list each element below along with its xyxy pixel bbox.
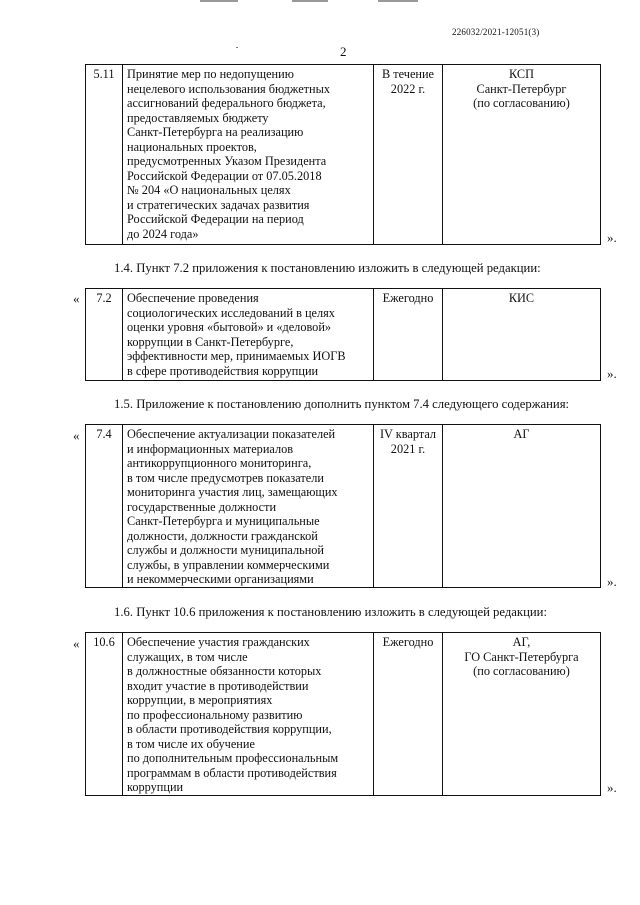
paragraph-1-6: 1.6. Пункт 10.6 приложения к постановлению изложить в следующей редакции: <box>114 605 547 619</box>
table-row <box>86 65 601 245</box>
item-term: IV квартал 2021 г. <box>374 425 443 588</box>
scan-speck <box>236 47 238 48</box>
table-item-7-2 <box>85 288 601 381</box>
item-number: 10.6 <box>86 633 123 796</box>
item-term: В течение 2022 г. <box>374 65 443 245</box>
item-number: 5.11 <box>86 65 123 245</box>
item-description: Обеспечение актуализации показателей и информационных материалов антикоррупционного мониторинга, в том числе предусмотрев показатели мониторинга участия лиц, замещающих государственные должности Санкт-Петербурга и муниципальные должности, должности гражданской службы и должности муниципальной службы, в управлении коммерческими и некоммерческими организациями <box>123 425 374 588</box>
table-row <box>86 425 601 588</box>
item-responsible: КСП Санкт-Петербург (по согласованию) <box>443 65 601 245</box>
close-quote: ». <box>607 574 617 589</box>
item-description: Принятие мер по недопущению нецелевого использования бюджетных ассигнований федерального бюджета, предоставляемых бюджету Санкт-Петербурга на реализацию национальных проектов, предусмотренных Указом Президента Российской Федерации от 07.05.2018 № 204 «О национальных целях и стратегических задачах развития Российской Федерации на период до 2024 года» <box>123 65 374 245</box>
open-quote: « <box>73 428 80 443</box>
top-edge-mark <box>378 0 418 2</box>
paragraph-1-5: 1.5. Приложение к постановлению дополнить пунктом 7.4 следующего содержания: <box>114 397 570 411</box>
table-row <box>86 289 601 381</box>
item-number: 7.4 <box>86 425 123 588</box>
table-item-10-6 <box>85 632 601 796</box>
item-term: Ежегодно <box>374 633 443 796</box>
open-quote: « <box>73 636 80 651</box>
close-quote: ». <box>607 366 617 381</box>
item-number: 7.2 <box>86 289 123 381</box>
item-description: Обеспечение участия гражданских служащих, в том числе в должностные обязанности которых входит участие в противодействии коррупции, в мероприятиях по профессиональному развитию в области противодействия коррупции, в том числе их обучение по дополнительным профессиональным программам в области противодействия коррупции <box>123 633 374 796</box>
table-item-7-4 <box>85 424 601 588</box>
close-quote: ». <box>607 780 617 795</box>
item-responsible: АГ <box>443 425 601 588</box>
open-quote: « <box>73 291 80 306</box>
close-quote: ». <box>607 230 617 245</box>
paragraph-1-4: 1.4. Пункт 7.2 приложения к постановлению изложить в следующей редакции: <box>114 261 541 275</box>
item-description: Обеспечение проведения социологических исследований в целях оценки уровня «бытовой» и «деловой» коррупции в Санкт-Петербурге, эффективности мер, принимаемых ИОГВ в сфере противодействия коррупции <box>123 289 374 381</box>
page-number: 2 <box>340 44 347 59</box>
top-edge-mark <box>292 0 328 2</box>
item-responsible: КИС <box>443 289 601 381</box>
document-number: 226032/2021-12051(3) <box>452 27 540 37</box>
item-responsible: АГ, ГО Санкт-Петербурга (по согласованию) <box>443 633 601 796</box>
top-edge-mark <box>200 0 238 2</box>
table-item-5-11 <box>85 64 601 245</box>
table-row <box>86 633 601 796</box>
item-term: Ежегодно <box>374 289 443 381</box>
